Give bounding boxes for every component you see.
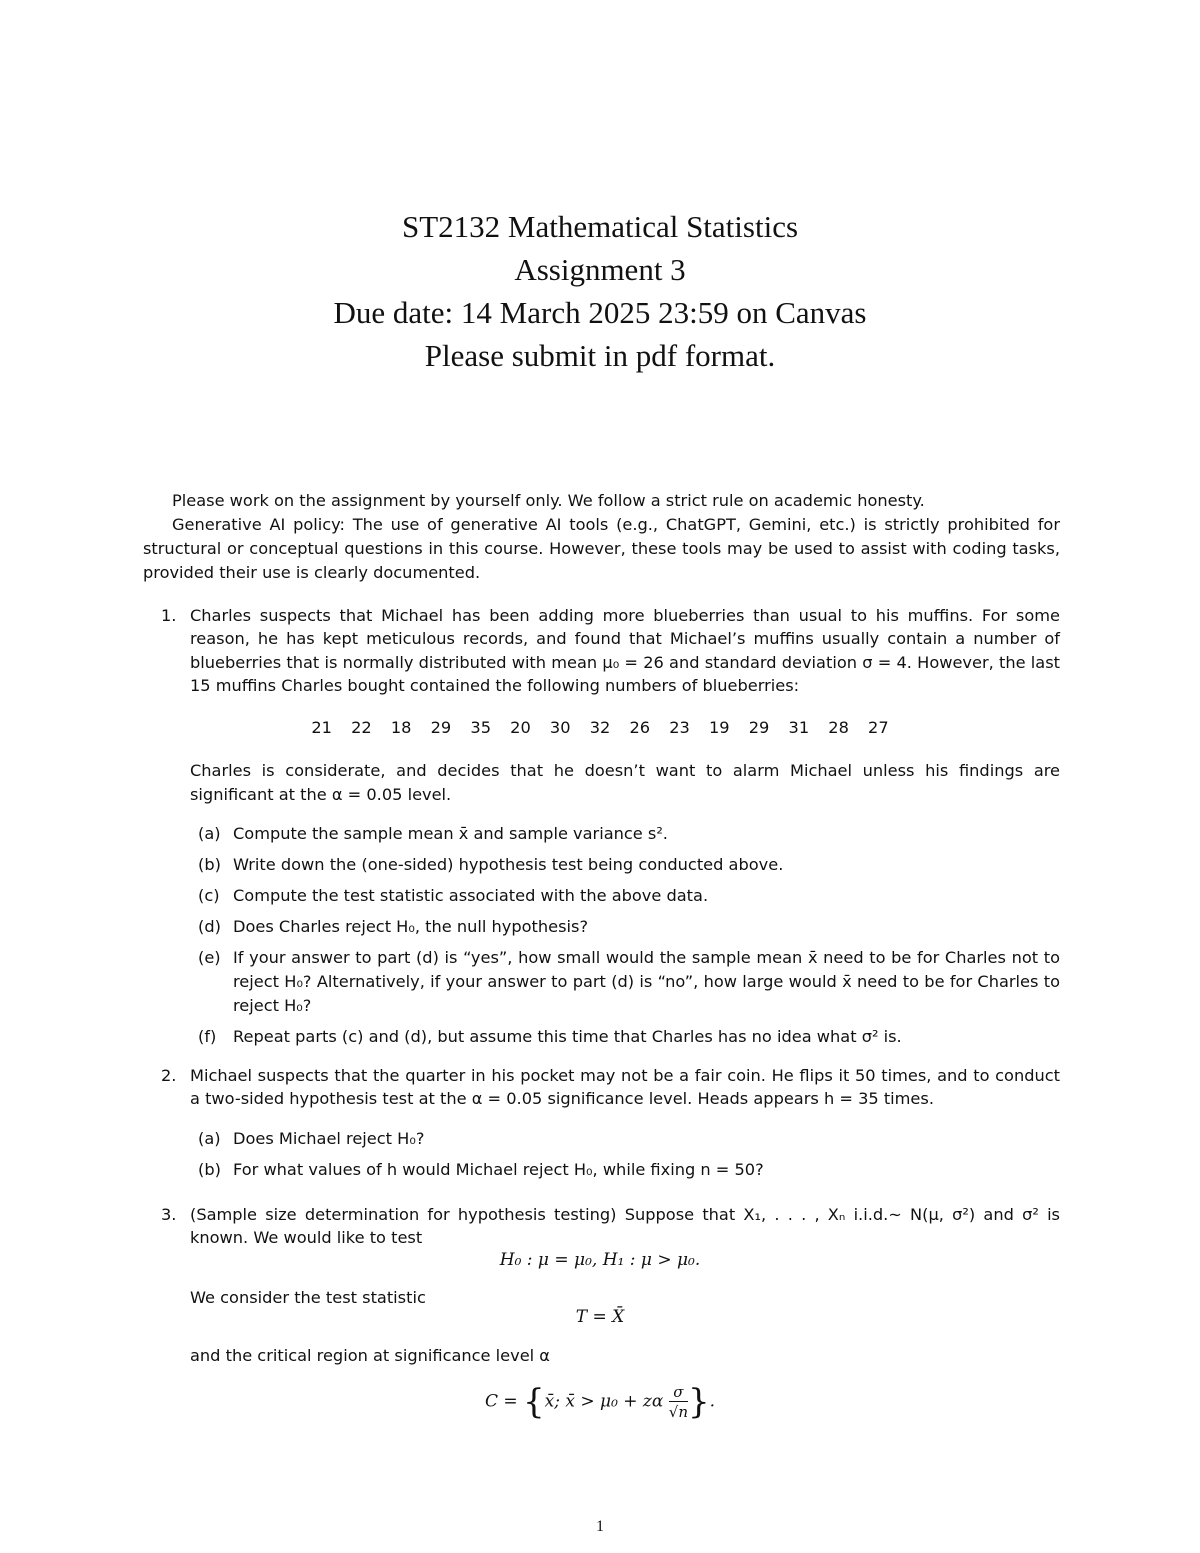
test-statistic-equation: T = X̄ [575, 1307, 625, 1327]
data-value: 27 [868, 718, 889, 737]
part-label: (b) [198, 855, 221, 874]
part-text: Does Charles reject H₀, the null hypothesis? [233, 917, 589, 936]
data-value: 18 [390, 718, 412, 737]
data-value: 20 [510, 718, 531, 737]
q1-part-c [190, 884, 1060, 908]
question-number: 3. [161, 1205, 177, 1224]
part-text: If your answer to part (d) is “yes”, how small would the sample mean x̄ need to be for Charles not to reject H₀? Alternatively, if your answer to part (d) is “no”, how large would x̄ need to be for Charles to reject H₀? [233, 948, 1060, 1015]
part-label: (d) [198, 917, 221, 936]
part-text: For what values of h would Michael reject H₀, while fixing n = 50? [233, 1160, 764, 1179]
part-text: Compute the sample mean x̄ and sample variance s². [233, 824, 668, 843]
part-text: Write down the (one-sided) hypothesis test being conducted above. [233, 855, 784, 874]
question-2 [143, 1064, 1060, 1111]
region-intro: and the critical region at significance level α [190, 1346, 550, 1365]
fraction-denominator: √n [668, 1402, 688, 1421]
q1-part-d [190, 915, 1060, 939]
q1-part-a [190, 822, 1060, 846]
page-number: 1 [596, 1518, 604, 1535]
period: . [709, 1391, 716, 1412]
question-text: Charles suspects that Michael has been adding more blueberries than usual to his muffins. For some reason, he has kept meticulous records, and found that Michael’s muffins usually contain a number of blueberries that is normally distributed with mean μ₀ = 26 and standard deviation σ = 4. However, the last 15 muffins Charles bought contained the following numbers of blueberries: [190, 606, 1060, 696]
question-text: Michael suspects that the quarter in his pocket may not be a fair coin. He flips it 50 times, and to conduct a two-sided hypothesis test at the α = 0.05 significance level. Heads appears h = 35 times. [190, 1066, 1060, 1109]
due-date: Due date: 14 March 2025 23:59 on Canvas [333, 295, 867, 330]
q1-part-e [190, 946, 1060, 1018]
part-label: (e) [198, 948, 221, 967]
part-text: Does Michael reject H₀? [233, 1129, 425, 1148]
part-text: Compute the test statistic associated with the above data. [233, 886, 709, 905]
ai-policy-paragraph: Generative AI policy: The use of generative AI tools (e.g., ChatGPT, Gemini, etc.) is strictly prohibited for structural or conceptual questions in this course. However, these tools may be used to assist with coding tasks, provided their use is clearly documented. [143, 515, 1060, 582]
question-text: (Sample size determination for hypothesis testing) Suppose that X₁, . . . , Xₙ i.i.d.∼ N(μ, σ²) and σ² is known. We would like to test [190, 1205, 1060, 1248]
honesty-paragraph: Please work on the assignment by yourself only. We follow a strict rule on academic honesty. [172, 491, 925, 510]
region-inner: x̄; x̄ > μ₀ + zα [544, 1391, 664, 1412]
part-label: (a) [198, 824, 221, 843]
submit-instruction: Please submit in pdf format. [424, 338, 776, 373]
part-label: (c) [198, 886, 220, 905]
data-value: 29 [748, 718, 770, 737]
title-block [0, 205, 1200, 377]
intro-section [143, 489, 1060, 585]
question-number: 2. [161, 1066, 177, 1085]
critical-region-equation [0, 1382, 1200, 1422]
data-value: 35 [470, 718, 491, 737]
data-value: 32 [589, 718, 611, 737]
q1-part-b [190, 853, 1060, 877]
right-brace: } [688, 1382, 710, 1422]
data-value: 31 [788, 718, 810, 737]
q2-part-a [190, 1127, 1060, 1151]
part-label: (b) [198, 1160, 221, 1179]
q1-followup: Charles is considerate, and decides that he doesn’t want to alarm Michael unless his findings are significant at the α = 0.05 level. [190, 761, 1060, 804]
part-label: (a) [198, 1129, 221, 1148]
question-number: 1. [161, 606, 177, 625]
blueberry-data [0, 718, 1200, 737]
region-left: C = [484, 1391, 518, 1412]
fraction-numerator: σ [669, 1383, 688, 1402]
hypotheses-equation: H₀ : μ = μ₀, H₁ : μ > μ₀. [499, 1250, 701, 1270]
data-value: 30 [549, 718, 571, 737]
question-1 [143, 604, 1060, 698]
part-text: Repeat parts (c) and (d), but assume this time that Charles has no idea what σ² is. [233, 1027, 902, 1046]
left-brace: { [523, 1382, 545, 1422]
part-label: (f) [198, 1027, 217, 1046]
data-value: 26 [629, 718, 651, 737]
q1-part-f [190, 1025, 1060, 1049]
assignment-title: Assignment 3 [514, 252, 686, 287]
data-value: 21 [311, 718, 332, 737]
data-value: 29 [430, 718, 452, 737]
sigma-over-root-n [669, 1383, 688, 1422]
q2-part-b [190, 1158, 1060, 1182]
data-value: 19 [708, 718, 730, 737]
data-value: 22 [351, 718, 372, 737]
stat-intro: We consider the test statistic [190, 1288, 426, 1307]
data-value: 23 [669, 718, 690, 737]
course-title: ST2132 Mathematical Statistics [401, 209, 799, 244]
data-value: 28 [828, 718, 849, 737]
question-3 [143, 1203, 1060, 1250]
